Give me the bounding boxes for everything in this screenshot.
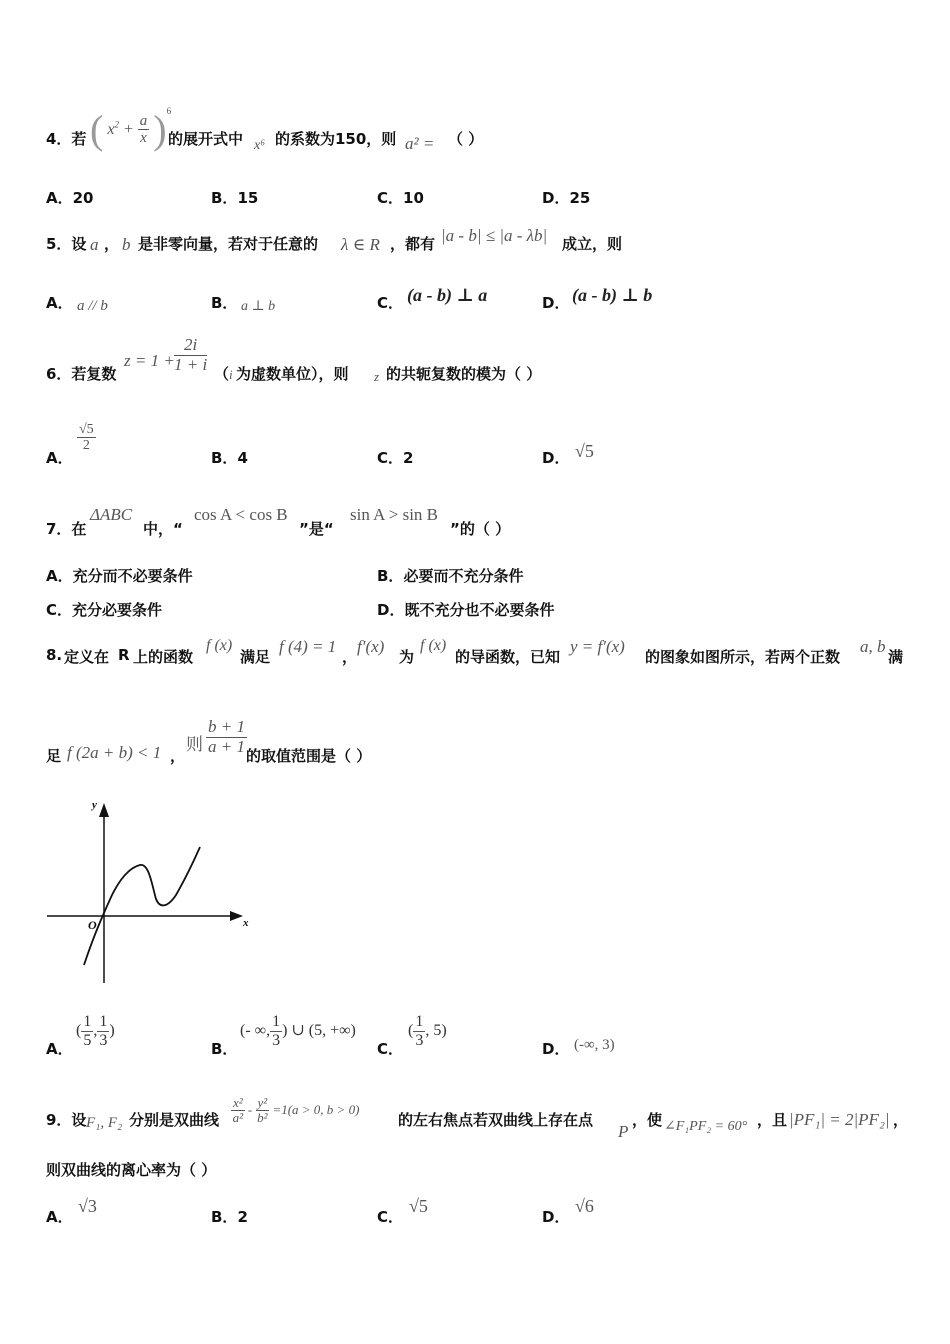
q5-option-b-value[interactable]: a ⊥ b (241, 299, 276, 314)
q6-text1: 为虚数单位），则 (236, 365, 349, 383)
q4-option-c[interactable]: C．10 (377, 189, 424, 207)
q8-option-d-value[interactable]: (-∞, 3) (574, 1037, 615, 1053)
q8-line2-b: ， (170, 747, 186, 765)
q8-condition: f (2a + b) < 1 (67, 743, 162, 762)
q6-z: z (374, 369, 380, 384)
q7-option-a[interactable]: A．充分而不必要条件 (46, 567, 193, 585)
q9-relation: |PF₁| = 2|PF₂| (789, 1110, 890, 1129)
q9-option-a-label[interactable]: A． (46, 1208, 73, 1226)
q7-option-c[interactable]: C．充分必要条件 (46, 601, 163, 619)
q7-cond2: sin A > sin B (350, 505, 439, 524)
q8-line2-a: 足 (46, 747, 62, 765)
q6-option-a-label[interactable]: A． (46, 449, 73, 467)
q4-text-tail: 的系数为150，则 (275, 130, 397, 148)
q9-text4: ，且 (757, 1111, 788, 1129)
q5-option-b-label[interactable]: B． (211, 294, 238, 312)
x-axis-label: x (243, 917, 249, 929)
q7-triangle: ΔABC (90, 505, 133, 524)
q9-foci: F₁, F₂ (86, 1115, 123, 1131)
q5-option-c-value[interactable]: (a - b) ⊥ a (407, 285, 488, 305)
q4-option-a[interactable]: A．20 (46, 189, 94, 207)
q9-option-c-label[interactable]: C． (377, 1208, 404, 1226)
q5-option-a-label[interactable]: A． (46, 294, 73, 312)
q9-option-d-value[interactable]: √6 (575, 1196, 594, 1216)
q8-text7: 的图象如图所示，若两个正数 (645, 648, 841, 666)
q6-option-a-value[interactable]: $\frac{√5}{2}$ (79, 422, 94, 454)
q8-text4: ， (342, 648, 358, 666)
q7-text3: ”的（ ） (450, 520, 511, 538)
q4-option-d[interactable]: D．25 (542, 189, 591, 207)
q8-y-fprime: y = f′(x) (570, 637, 625, 656)
q4-number: 4．若 (46, 130, 87, 148)
q8-text1: 定义在 (64, 648, 110, 666)
q8-option-a-label[interactable]: A． (46, 1040, 73, 1058)
x-axis-arrow (230, 911, 243, 921)
q5-vector-a: a (90, 235, 99, 254)
q5-option-c-label[interactable]: C． (377, 294, 404, 312)
q9-line2: 则双曲线的离心率为（ ） (46, 1161, 217, 1179)
q8-option-b-value[interactable]: (- ∞, $\frac{1}{3}$ ) ∪ (5, +∞) (240, 1013, 356, 1049)
q6-option-d-value[interactable]: √5 (575, 441, 594, 461)
q6-z-expr: z = 1 + (124, 351, 175, 370)
q7-option-d[interactable]: D．既不充分也不必要条件 (377, 601, 555, 619)
q5-text1: 是非零向量，若对于任意的 (138, 235, 319, 253)
q9-option-a-value[interactable]: √3 (78, 1196, 97, 1216)
q5-option-d-value[interactable]: (a - b) ⊥ b (572, 285, 653, 305)
q8-line2-c: 的取值范围是（ ） (246, 747, 372, 765)
q4-target: a² = (405, 134, 435, 153)
q9-option-b[interactable]: B．2 (211, 1208, 248, 1226)
q7-number: 7．在 (46, 520, 87, 538)
q8-number: 8. (46, 646, 63, 664)
q4-blank: （ ） (448, 130, 484, 148)
q7-cond1: cos A < cos B (194, 505, 288, 524)
q9-point-P: P (618, 1122, 629, 1141)
q8-option-c-value[interactable]: ( $\frac{1}{3}$ , 5) (408, 1013, 447, 1049)
q6-paren: （ (214, 365, 230, 383)
q5-sep: ， (104, 235, 120, 253)
q7-text1: 中，“ (143, 520, 183, 538)
q8-option-d-label[interactable]: D． (542, 1040, 570, 1058)
q4-term: x⁶ (254, 138, 266, 153)
q5-text3: 成立，则 (562, 235, 623, 253)
y-axis-label: y (92, 799, 97, 811)
q8-text6: 的导函数，已知 (455, 648, 561, 666)
q5-vector-b: b (122, 235, 131, 254)
q7-option-b[interactable]: B．必要而不充分条件 (377, 567, 524, 585)
q8-ab: a, b (860, 637, 886, 656)
q4-text-mid: 的展开式中 (168, 130, 244, 148)
q8-fprime: f′(x) (357, 637, 385, 656)
q8-f4: f (4) = 1 (279, 637, 337, 656)
q5-lambda: λ ∈ R (341, 235, 380, 254)
q8-fraction: $\frac{b + 1}{a + 1}$ (208, 717, 245, 756)
q6-fraction: $\frac{2i}{1 + i}$ (174, 335, 208, 374)
q5-text2: ，都有 (390, 235, 436, 253)
origin-label: O (88, 918, 97, 932)
q8-option-b-label[interactable]: B． (211, 1040, 238, 1058)
q7-text2: ”是“ (299, 520, 334, 538)
q6-text2: 的共轭复数的模为（ ） (386, 365, 542, 383)
q8-text5: 为 (399, 648, 415, 666)
q8-R: R (118, 646, 130, 664)
q6-number: 6．若复数 (46, 365, 117, 383)
q8-fx2: f (x) (420, 637, 447, 654)
q6-option-c[interactable]: C．2 (377, 449, 414, 467)
q9-option-d-label[interactable]: D． (542, 1208, 570, 1226)
q5-option-d-label[interactable]: D． (542, 294, 570, 312)
q9-option-c-value[interactable]: √5 (409, 1196, 428, 1216)
q4-option-b[interactable]: B．15 (211, 189, 259, 207)
q8-text2: 上的函数 (133, 648, 194, 666)
q9-text5: ， (893, 1111, 909, 1129)
q5-option-a-value[interactable]: a // b (77, 298, 108, 314)
q8-text3: 满足 (240, 648, 271, 666)
q8-text8: 满 (888, 648, 904, 666)
q8-fx: f (x) (206, 637, 233, 654)
y-axis-arrow (99, 803, 109, 817)
derivative-curve (84, 847, 200, 965)
q8-derivative-graph (40, 795, 255, 990)
q8-option-a-value[interactable]: ( $\frac{1}{5}$ , $\frac{1}{3}$ ) (76, 1013, 115, 1049)
q6-option-b[interactable]: B．4 (211, 449, 248, 467)
q8-option-c-label[interactable]: C． (377, 1040, 404, 1058)
q9-text2: 的左右焦点若双曲线上存在点 (398, 1111, 594, 1129)
q8-ze: 则 (186, 735, 203, 754)
q9-hyperbola: $\frac{\text{x²}}{\text{a²}}$ - $\frac{\text{y²}}{\text{b²}}$ =1(a > 0, b > 0) (232, 1095, 360, 1126)
q9-text3: ，使 (632, 1111, 663, 1129)
q9-text1: 分别是双曲线 (129, 1111, 220, 1129)
q5-number: 5．设 (46, 235, 87, 253)
q6-i-symbol: i (229, 367, 233, 382)
q9-number: 9．设 (46, 1111, 87, 1129)
q4-expression: ( $x^2$ + $\frac{a}{x}$ )$^6$ (90, 106, 172, 152)
q6-option-d-label[interactable]: D． (542, 449, 570, 467)
q5-inequality: |a - b| ≤ |a - λb| (441, 226, 548, 245)
q9-angle: ∠F₁PF₂ = 60° (664, 1119, 748, 1134)
